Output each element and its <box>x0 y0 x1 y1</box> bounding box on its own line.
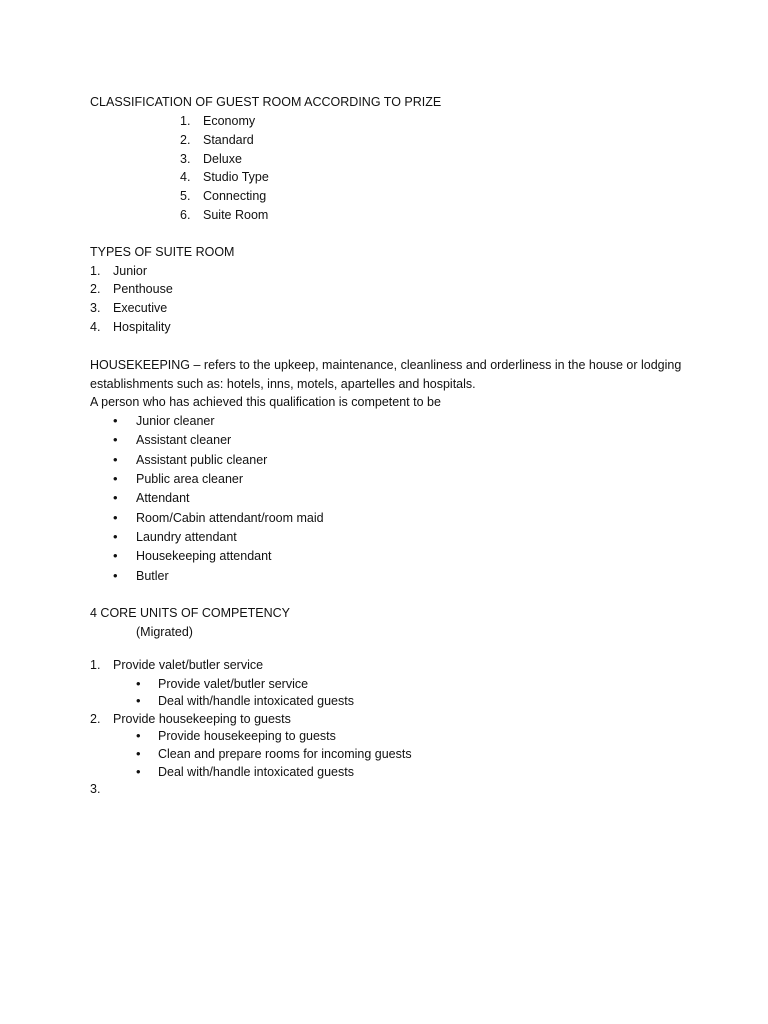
list-number: 2. <box>90 712 101 726</box>
sub-list-label: Provide housekeeping to guests <box>158 729 336 743</box>
list-label: Standard <box>203 133 254 147</box>
bullet-icon: • <box>113 471 118 486</box>
list-number: 1. <box>90 264 101 278</box>
suite-types-heading: TYPES OF SUITE ROOM <box>90 245 235 259</box>
list-number: 1. <box>180 114 191 128</box>
list-label: Deluxe <box>203 152 242 166</box>
bullet-icon: • <box>113 510 118 525</box>
list-number: 6. <box>180 208 191 222</box>
list-label: Attendant <box>136 491 190 505</box>
bullet-icon: • <box>136 746 141 761</box>
housekeeping-definition: HOUSEKEEPING – refers to the upkeep, maintenance, cleanliness and orderliness in the house or lodging establishments such as: hotels, inns, motels, apartelles and hospitals. <box>90 358 682 391</box>
list-label: Housekeeping attendant <box>136 549 272 563</box>
list-label: Laundry attendant <box>136 530 237 544</box>
sub-list-label: Deal with/handle intoxicated guests <box>158 694 354 708</box>
list-label: Provide valet/butler service <box>113 658 264 672</box>
list-label: Penthouse <box>113 282 173 296</box>
list-number: 5. <box>180 189 191 203</box>
bullet-icon: • <box>136 728 141 743</box>
list-number: 3. <box>90 782 101 796</box>
list-number: 2. <box>90 282 101 296</box>
bullet-icon: • <box>136 676 141 691</box>
bullet-icon: • <box>113 490 118 505</box>
bullet-icon: • <box>113 452 118 467</box>
list-label: Provide housekeeping to guests <box>113 712 291 726</box>
list-label: Suite Room <box>203 208 269 222</box>
list-label: Connecting <box>203 189 267 203</box>
list-number: 4. <box>180 170 191 184</box>
competency-heading: 4 CORE UNITS OF COMPETENCY <box>90 606 291 620</box>
list-label: Junior <box>113 264 148 278</box>
list-label: Assistant public cleaner <box>136 453 268 467</box>
bullet-icon: • <box>136 693 141 708</box>
bullet-icon: • <box>113 432 118 447</box>
list-label: Junior cleaner <box>136 414 215 428</box>
list-label: Executive <box>113 301 168 315</box>
bullet-icon: • <box>113 568 118 583</box>
list-label: Butler <box>136 569 169 583</box>
sub-list-label: Provide valet/butler service <box>158 677 309 691</box>
classification-heading: CLASSIFICATION OF GUEST ROOM ACCORDING TO PRIZE <box>90 95 442 109</box>
list-number: 3. <box>180 152 191 166</box>
list-number: 2. <box>180 133 191 147</box>
sub-list-label: Deal with/handle intoxicated guests <box>158 765 354 779</box>
bullet-icon: • <box>136 764 141 779</box>
list-label: Economy <box>203 114 256 128</box>
qualification-intro: A person who has achieved this qualification is competent to be <box>90 395 441 409</box>
list-label: Studio Type <box>203 170 269 184</box>
competency-subheading: (Migrated) <box>136 625 193 639</box>
bullet-icon: • <box>113 529 118 544</box>
bullet-icon: • <box>113 413 118 428</box>
list-number: 3. <box>90 301 101 315</box>
list-label: Public area cleaner <box>136 472 244 486</box>
list-label: Hospitality <box>113 320 171 334</box>
sub-list-label: Clean and prepare rooms for incoming guests <box>158 747 412 761</box>
bullet-icon: • <box>113 548 118 563</box>
list-label: Assistant cleaner <box>136 433 232 447</box>
list-number: 1. <box>90 658 101 672</box>
list-label: Room/Cabin attendant/room maid <box>136 511 324 525</box>
list-number: 4. <box>90 320 101 334</box>
